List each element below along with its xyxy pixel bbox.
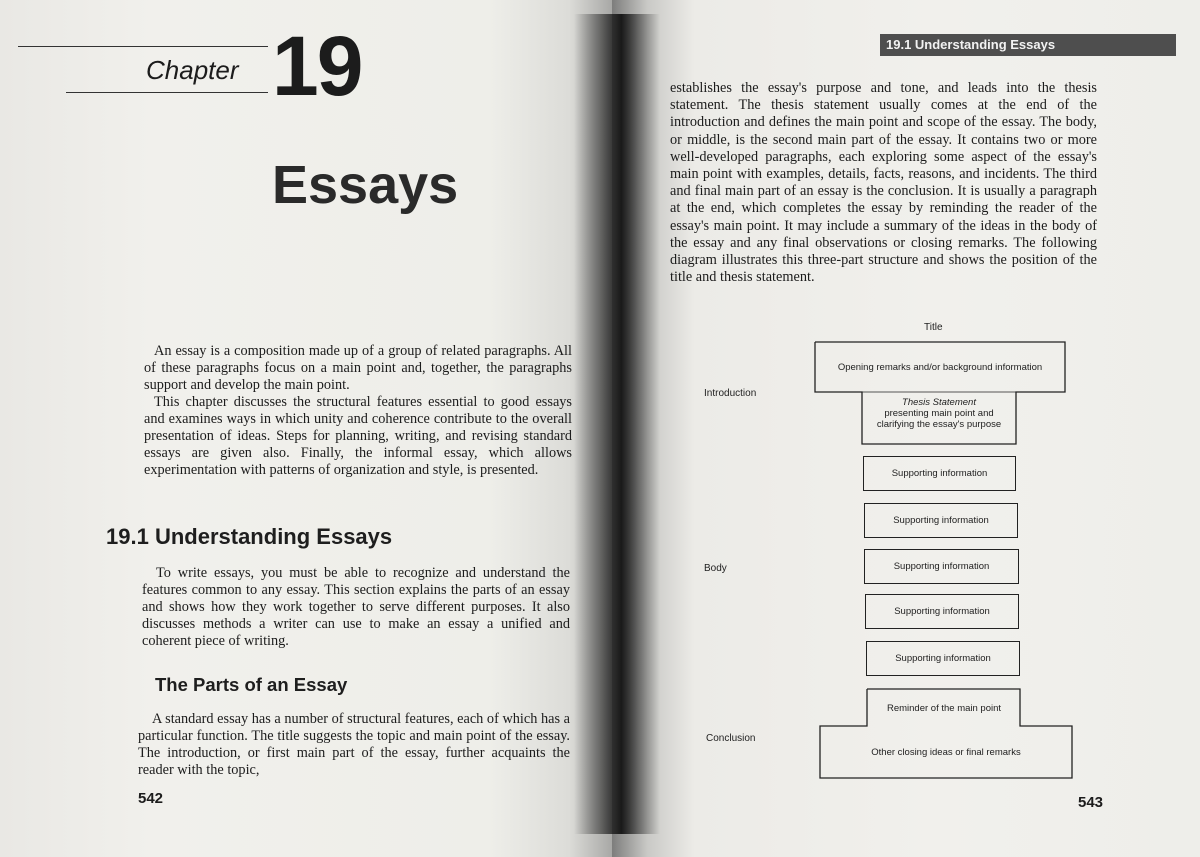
chapter-title: Essays <box>272 155 459 215</box>
chapter-number: 19 <box>272 19 362 113</box>
intro-paragraph-1: An essay is a composition made up of a group of related paragraphs. All of these paragraphs focus on a main point and, together, the paragraphs support and develop the main point. <box>144 343 572 393</box>
supporting-info-box-3: Supporting information <box>864 549 1019 584</box>
diagram-introduction-label: Introduction <box>704 388 757 399</box>
thesis-box-title: Thesis Statement <box>902 396 976 408</box>
page-number-right: 543 <box>1078 794 1104 811</box>
parts-paragraph-1: A standard essay has a number of structural features, each of which has a particular function. The title suggests the topic and main point of the essay. The introduction, or first main part of the essay, further acquaints the reader with the topic, <box>138 711 570 778</box>
supporting-info-box-5: Supporting information <box>866 641 1020 676</box>
section-title: Understanding Essays <box>154 524 393 549</box>
supporting-info-box-4: Supporting information <box>865 594 1019 629</box>
section-heading <box>106 524 392 550</box>
thesis-box-text: presenting main point and clarifying the essay's purpose <box>876 407 1002 430</box>
diagram-title-label: Title <box>924 322 943 333</box>
chapter-rule-bottom <box>66 92 268 93</box>
running-head: 19.1 Understanding Essays <box>880 34 1176 56</box>
chapter-rule-top <box>18 46 268 47</box>
reminder-box: Reminder of the main point <box>886 702 1002 714</box>
section-paragraph-1: To write essays, you must be able to recognize and understand the features common to any essay. This section explains the parts of an essay and shows how they work together to serve different purposes. It also discusses methods a writer can use to make an essay a unified and coherent piece of writing. <box>142 565 570 649</box>
opening-remarks-box: Opening remarks and/or background information <box>837 361 1043 373</box>
supporting-info-box-1: Supporting information <box>863 456 1016 491</box>
closing-ideas-box: Other closing ideas or final remarks <box>871 746 1021 758</box>
section-number: 19.1 <box>106 524 149 549</box>
subsection-title: The Parts of an Essay <box>155 674 348 695</box>
diagram-conclusion-label: Conclusion <box>706 733 756 744</box>
supporting-info-box-2: Supporting information <box>864 503 1018 538</box>
right-body-text: establishes the essay's purpose and tone, and leads into the thesis statement. The thesis statement usually comes at the end of the introduction and defines the main point and scope of the essay. The body, or middle, is the second main part of the essay. It contains two or more well-developed paragraphs, each exploring some aspect of the essay's main point with examples, details, facts, reasons, and incidents. The third and final main part of an essay is the conclusion. It is usually a paragraph at the end, which completes the essay by reminding the reader of the essay's main point. It may include a summary of the ideas in the body of the essay and any final observations or closing remarks. The following diagram illustrates this three-part structure and shows the position of the title and thesis statement. <box>670 80 1097 286</box>
thesis-statement-box <box>868 385 1010 441</box>
diagram-body-label: Body <box>704 563 727 574</box>
page-number-left: 542 <box>138 790 164 807</box>
chapter-label: Chapter <box>146 55 239 85</box>
intro-paragraph-2: This chapter discusses the structural features essential to good essays and examines ways in which unity and coherence contribute to the overall presentation of ideas. Steps for planning, writing, and revising standard essays are given also. Finally, the informal essay, which allows experimentation with patterns of organization and style, is presented. <box>144 394 572 478</box>
